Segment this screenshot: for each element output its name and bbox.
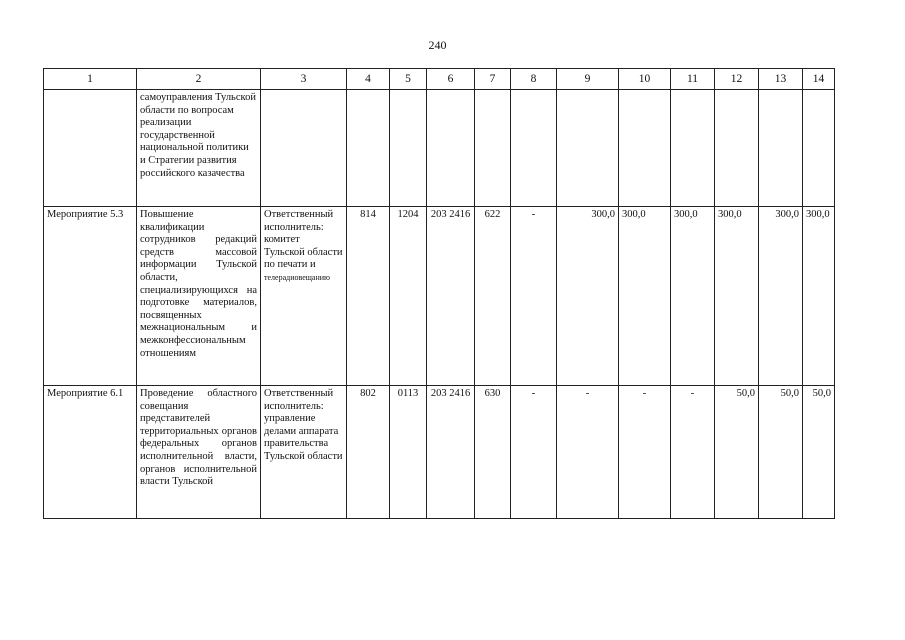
value-cell: 203 2416 bbox=[427, 386, 475, 519]
value-cell: 203 2416 bbox=[427, 207, 475, 386]
header-cell: 12 bbox=[715, 69, 759, 90]
value-cell: - bbox=[619, 386, 671, 519]
value-cell: 1204 bbox=[390, 207, 427, 386]
header-cell: 11 bbox=[671, 69, 715, 90]
value-cell: 300,0 bbox=[803, 207, 835, 386]
executor-cell bbox=[261, 90, 347, 207]
value-cell: 630 bbox=[475, 386, 511, 519]
header-cell: 2 bbox=[137, 69, 261, 90]
header-cell: 13 bbox=[759, 69, 803, 90]
executor-text: Ответственный исполнитель: комитет Тульской области по печати и bbox=[264, 209, 343, 271]
value-cell: - bbox=[671, 386, 715, 519]
value-cell: 50,0 bbox=[715, 386, 759, 519]
event-name-cell: Мероприятие 5.3 bbox=[44, 207, 137, 386]
value-cell: 622 bbox=[475, 207, 511, 386]
budget-table bbox=[43, 68, 835, 519]
value-cell: 802 bbox=[347, 386, 390, 519]
executor-cell bbox=[261, 207, 347, 386]
value-cell: 50,0 bbox=[759, 386, 803, 519]
value-cell bbox=[511, 90, 557, 207]
value-cell: 50,0 bbox=[803, 386, 835, 519]
description-cell: Повышение квалификации сотрудников редакций средств массовой информации Тульской области, специализирующихся на подготовке материалов, посвященных межнациональным и межконфессиональным отношениям bbox=[137, 207, 261, 386]
event-name-cell: Мероприятие 6.1 bbox=[44, 386, 137, 519]
value-cell bbox=[557, 90, 619, 207]
value-cell: 0113 bbox=[390, 386, 427, 519]
value-cell: 300,0 bbox=[715, 207, 759, 386]
page-number: 240 bbox=[428, 38, 447, 52]
description-cell: Проведение областного совещания представителей территориальных органов федеральных органов исполнительной власти, органов исполнительной власти Тульской bbox=[137, 386, 261, 519]
description-cell: самоуправления Тульской области по вопросам реализации государственной национальной политики и Стратегии развития российского казачества bbox=[137, 90, 261, 207]
value-cell: 300,0 bbox=[557, 207, 619, 386]
table-row bbox=[44, 207, 835, 386]
value-cell bbox=[347, 90, 390, 207]
value-cell: 814 bbox=[347, 207, 390, 386]
value-cell bbox=[803, 90, 835, 207]
value-cell bbox=[759, 90, 803, 207]
value-cell bbox=[671, 90, 715, 207]
header-cell: 1 bbox=[44, 69, 137, 90]
value-cell: - bbox=[511, 207, 557, 386]
executor-text-small: телерадиовещанию bbox=[264, 272, 331, 282]
value-cell bbox=[390, 90, 427, 207]
value-cell: - bbox=[511, 386, 557, 519]
table-header-row bbox=[44, 69, 835, 90]
header-cell: 4 bbox=[347, 69, 390, 90]
header-cell: 3 bbox=[261, 69, 347, 90]
event-name-cell bbox=[44, 90, 137, 207]
value-cell bbox=[619, 90, 671, 207]
header-cell: 5 bbox=[390, 69, 427, 90]
header-cell: 8 bbox=[511, 69, 557, 90]
value-cell: - bbox=[557, 386, 619, 519]
value-cell: 300,0 bbox=[619, 207, 671, 386]
value-cell bbox=[475, 90, 511, 207]
executor-cell: Ответственный исполнитель: управление делами аппарата правительства Тульской области bbox=[261, 386, 347, 519]
header-cell: 9 bbox=[557, 69, 619, 90]
header-cell: 10 bbox=[619, 69, 671, 90]
table-row bbox=[44, 386, 835, 519]
header-cell: 6 bbox=[427, 69, 475, 90]
value-cell bbox=[427, 90, 475, 207]
header-cell: 7 bbox=[475, 69, 511, 90]
table-row bbox=[44, 90, 835, 207]
value-cell: 300,0 bbox=[759, 207, 803, 386]
value-cell bbox=[715, 90, 759, 207]
value-cell: 300,0 bbox=[671, 207, 715, 386]
header-cell: 14 bbox=[803, 69, 835, 90]
